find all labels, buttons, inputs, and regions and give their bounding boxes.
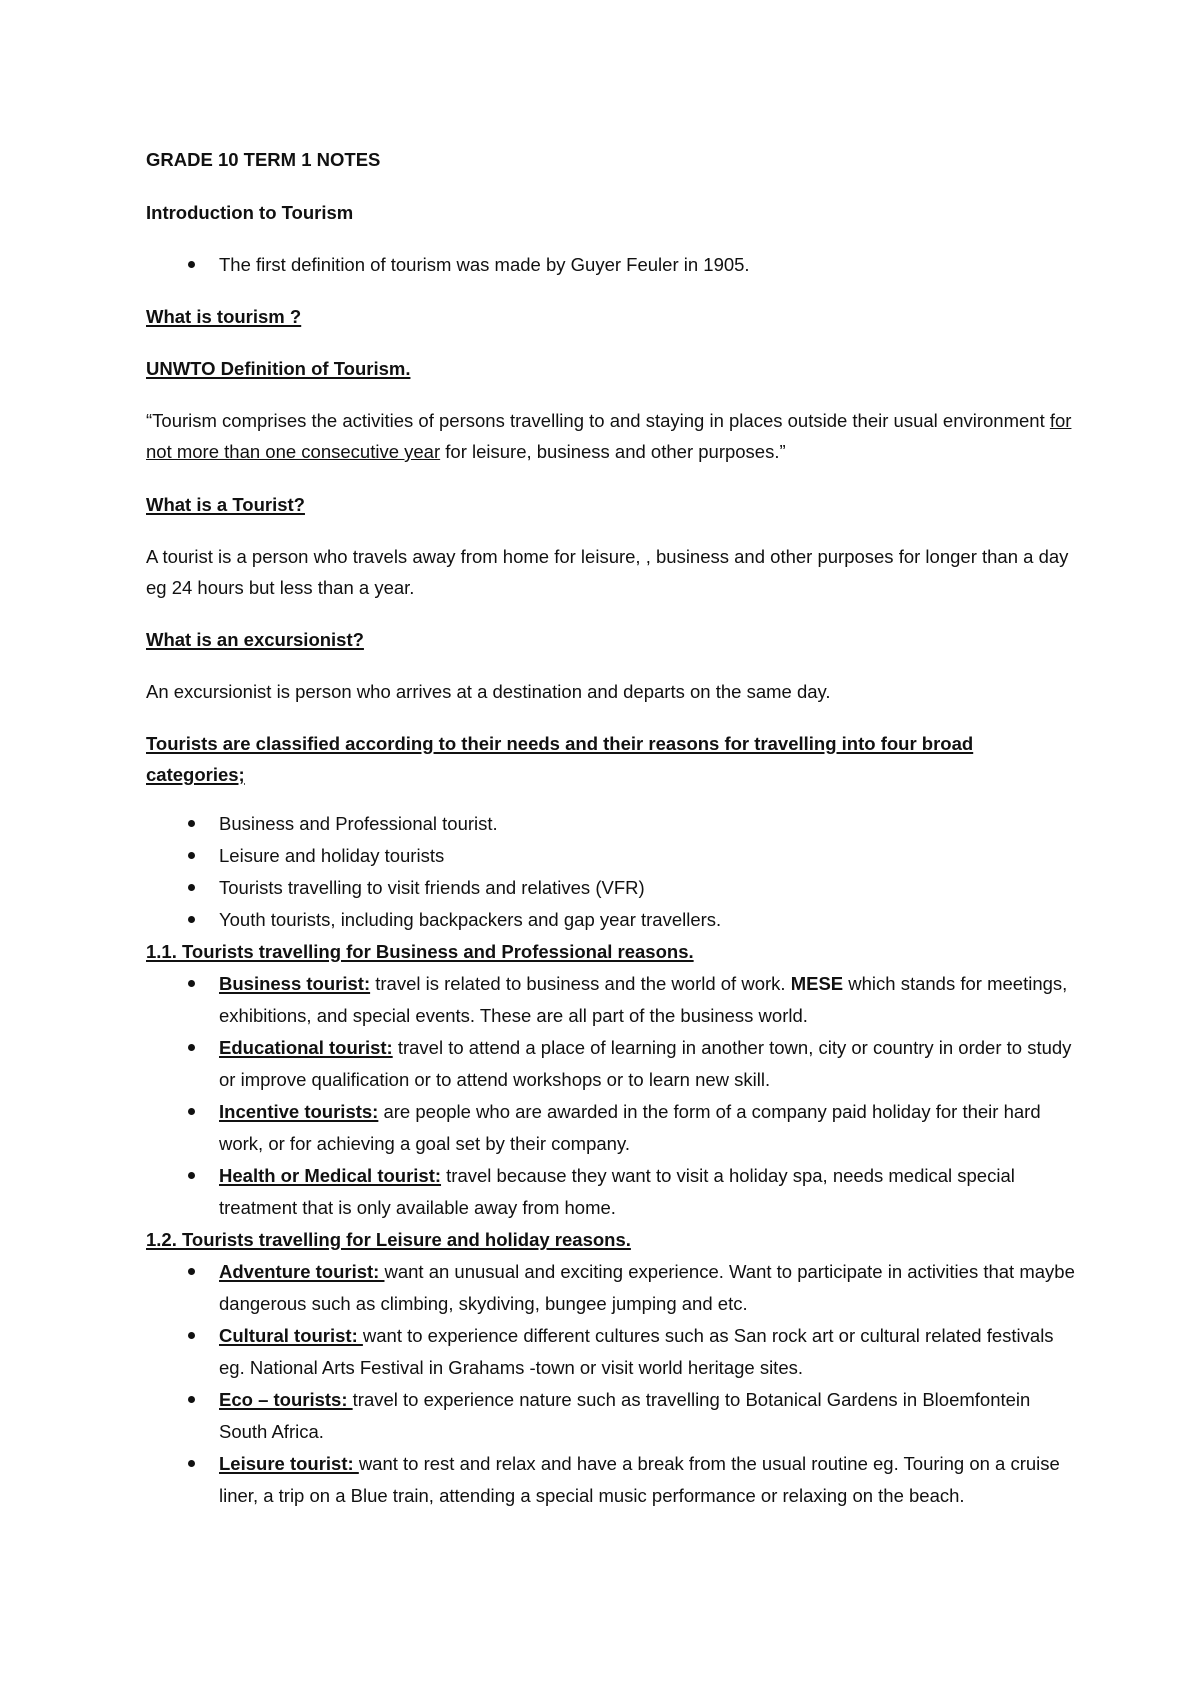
unwto-definition-text: “Tourism comprises the activities of persons travelling to and staying in places outside their usual environment [146, 410, 1050, 431]
term-description: want to experience different cultures such as San rock art or cultural related festivals eg. National Arts Festival in Grahams -town or visit world heritage sites. [219, 1325, 1054, 1378]
term-description: want to rest and relax and have a break from the usual routine eg. Touring on a cruise liner, a trip on a Blue train, attending a special music performance or relaxing on the beach. [219, 1453, 1060, 1506]
term-label: Adventure tourist: [219, 1261, 385, 1282]
section-1-1-list [146, 968, 1076, 1224]
list-item: Leisure and holiday tourists [146, 840, 1076, 872]
list-item [146, 1096, 1076, 1160]
list-item [146, 1256, 1076, 1320]
list-item: The first definition of tourism was made by Guyer Feuler in 1905. [146, 249, 1076, 280]
excursionist-definition: An excursionist is person who arrives at a destination and departs on the same day. [146, 681, 831, 702]
section-1-1-heading: 1.1. Tourists travelling for Business and Professional reasons. [146, 941, 694, 962]
intro-list [146, 249, 1076, 280]
document-title: GRADE 10 TERM 1 NOTES [146, 149, 381, 170]
intro-heading: Introduction to Tourism [146, 202, 354, 223]
categories-heading: Tourists are classified according to their needs and their reasons for travelling into four broad categories; [146, 733, 974, 785]
term-description-end: which stands for meetings, exhibitions, and special events. These are all part of the business world. [219, 973, 1068, 1026]
tourist-definition: A tourist is a person who travels away from home for leisure, , business and other purposes for longer than a day eg 24 hours but less than a year. [146, 546, 1069, 598]
list-item [146, 1160, 1076, 1224]
list-item: Youth tourists, including backpackers and gap year travellers. [146, 904, 1076, 936]
list-item [146, 1384, 1076, 1448]
section-1-2-list [146, 1256, 1076, 1512]
term-label: Health or Medical tourist: [219, 1165, 442, 1186]
categories-list [146, 808, 1076, 936]
term-description: travel is related to business and the world of work. [370, 973, 791, 994]
list-item [146, 1320, 1076, 1384]
list-item [146, 1448, 1076, 1512]
section-1-2-heading: 1.2. Tourists travelling for Leisure and holiday reasons. [146, 1229, 631, 1250]
mese-acronym: MESE [790, 973, 844, 994]
term-description: want an unusual and exciting experience. Want to participate in activities that maybe dangerous such as climbing, skydiving, bungee jumping and etc. [219, 1261, 1075, 1314]
unwto-heading: UNWTO Definition of Tourism. [146, 358, 411, 379]
term-label: Incentive tourists: [219, 1101, 379, 1122]
term-description: travel to attend a place of learning in another town, city or country in order to study or improve qualification or to attend workshops or to learn new skill. [219, 1037, 1072, 1090]
term-description: travel because they want to visit a holiday spa, needs medical special treatment that is only available away from home. [219, 1165, 1015, 1218]
what-is-tourism-heading: What is tourism ? [146, 306, 302, 327]
what-is-excursionist-heading: What is an excursionist? [146, 629, 364, 650]
term-label: Eco – tourists: [219, 1389, 353, 1410]
unwto-definition [146, 405, 1076, 467]
list-item: Tourists travelling to visit friends and relatives (VFR) [146, 872, 1076, 904]
term-label: Cultural tourist: [219, 1325, 363, 1346]
term-label: Business tourist: [219, 973, 371, 994]
term-label: Educational tourist: [219, 1037, 393, 1058]
list-item [146, 968, 1076, 1032]
term-description: travel to experience nature such as travelling to Botanical Gardens in Bloemfontein South Africa. [219, 1389, 1031, 1442]
list-item [146, 1032, 1076, 1096]
unwto-definition-text-end: for leisure, business and other purposes.” [440, 441, 786, 462]
what-is-tourist-heading: What is a Tourist? [146, 494, 305, 515]
list-item: Business and Professional tourist. [146, 808, 1076, 840]
term-label: Leisure tourist: [219, 1453, 359, 1474]
term-description: are people who are awarded in the form of a company paid holiday for their hard work, or for achieving a goal set by their company. [219, 1101, 1041, 1154]
unwto-definition-emphasis: for not more than one consecutive year [146, 410, 1072, 462]
